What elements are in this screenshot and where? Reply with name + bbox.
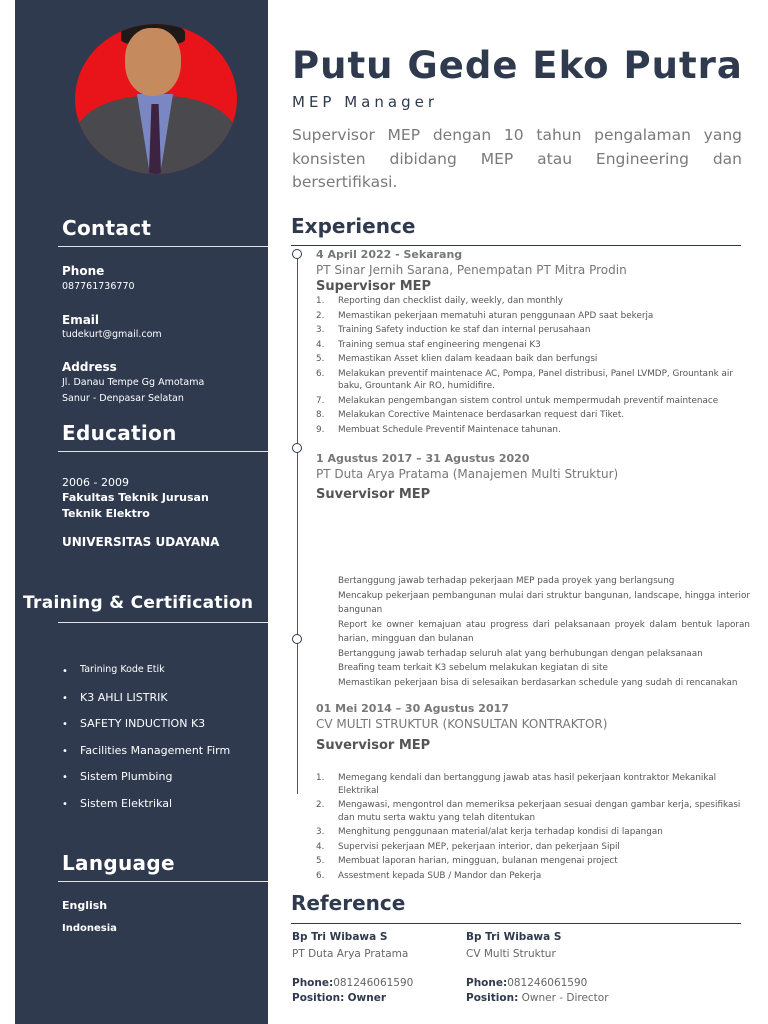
language-item: Indonesia [62,923,117,934]
job-date: 01 Mei 2014 – 30 Agustus 2017 [316,702,509,715]
job-company: PT Sinar Jernih Sarana, Penempatan PT Mitra Prodin [316,263,627,277]
reference-position: Position: Owner [292,992,387,1004]
address-label: Address [62,360,117,374]
job-task: Membuat laporan harian, mingguan, bulanan mengenai project [338,856,618,866]
job-task: Training semua staf engineering mengenai K3 [338,339,541,350]
training-item: • K3 AHLI LISTRIK [62,691,230,718]
reference-card [466,931,609,1004]
reference-name: Bp Tri Wibawa S [292,931,388,943]
training-heading: Training & Certification [23,593,254,613]
job-task: Memegang kendali dan bertanggung jawab atas hasil pekerjaan kontraktor Mekanikal Elektrikal [338,773,717,796]
timeline-dot [292,634,302,644]
training-item: • SAFETY INDUCTION K3 [62,717,230,744]
job-task: Mengawasi, mengontrol dan memeriksa pekerjaan sesuai dengan gambar kerja, spesifikasi dan mutu serta waktu yang telah ditentukan [338,800,741,823]
job-task: Breafing team terkait K3 sebelum melakukan kegiatan di site [338,663,608,673]
language-divider [58,881,268,882]
reference-company: CV Multi Struktur [466,948,556,960]
job-task-list [316,295,751,438]
education-years: 2006 - 2009 [62,476,129,489]
reference-position: Position: Owner - Director [466,992,609,1004]
job-task: Supervisi pekerjaan MEP, pekerjaan interior, dan pekerjaan Sipil [338,841,620,852]
education-heading: Education [62,421,177,445]
training-item: • Sistem Plumbing [62,770,230,797]
training-item: • Tarining Kode Etik [62,664,230,691]
training-divider [58,622,268,623]
reference-name: Bp Tri Wibawa S [466,931,562,943]
job-position: Supervisor MEP [316,279,432,294]
contact-heading: Contact [62,216,152,240]
education-university: UNIVERSITAS UDAYANA [62,535,220,549]
job-task: Reporting dan checklist daily, weekly, dan monthly [338,296,563,306]
job-date: 4 April 2022 - Sekarang [316,248,463,261]
experience-heading: Experience [291,214,416,238]
candidate-name: Putu Gede Eko Putra [292,44,743,87]
job-task: Report ke owner kemajuan atau progress dari pelaksanaan proyek dalam bentuk laporan harian, mingguan dan bulanan [338,619,750,644]
job-company: PT Duta Arya Pratama (Manajemen Multi Struktur) [316,467,619,481]
email-label: Email [62,313,100,327]
education-divider [58,451,268,452]
experience-divider [291,245,741,246]
reference-company: PT Duta Arya Pratama [292,948,409,960]
language-item: English [62,899,108,912]
job-date: 1 Agustus 2017 – 31 Agustus 2020 [316,452,530,465]
address-line-1: Jl. Danau Tempe Gg Amotama [62,377,205,388]
candidate-role: MEP Manager [292,93,438,111]
job-task: Training Safety induction ke staf dan internal perusahaan [338,325,591,335]
profile-photo [75,24,237,174]
job-task: Assestment kepada SUB / Mandor dan Pekerja [338,870,542,881]
job-task: Menghitung penggunaan material/alat kerja terhadap kondisi di lapangan [338,827,663,837]
phone-label: Phone [62,264,105,278]
job-task-list [316,772,751,884]
job-task-list [338,574,750,690]
job-company: CV MULTI STRUKTUR (KONSULTAN KONTRAKTOR) [316,717,608,731]
job-task: Melakukan pengembangan sistem control untuk mempermudah preventif maintenace [338,395,719,406]
job-position: Suvervisor MEP [316,738,431,753]
job-task: Memastikan pekerjaan bisa di selesaikan berdasarkan schedule yang sudah di rencanakan [338,677,738,688]
job-task: Bertanggung jawab terhadap seluruh alat yang berhubungan dengan pelaksanaan [338,648,703,659]
job-position: Suvervisor MEP [316,487,431,502]
job-task: Memastikan pekerjaan mematuhi aturan penggunaan APD saat bekerja [338,310,654,321]
reference-phone: Phone:081246061590 [292,977,414,989]
job-task: Melakukan preventif maintenace AC, Pompa, Panel distribusi, Panel LVMDP, Grountank air baku, Grountank Air RO, humidifire. [338,368,733,391]
reference-divider [291,923,741,924]
reference-phone: Phone:081246061590 [466,977,588,989]
phone-value: 087761736770 [62,281,135,292]
education-faculty: Fakultas Teknik Jurusan Teknik Elektro [62,491,209,520]
training-item: • Sistem Elektrikal [62,797,230,824]
job-task: Membuat Schedule Preventif Maintenace tahunan. [338,424,561,435]
timeline-dot [292,249,302,259]
email-value: tudekurt@gmail.com [62,329,162,340]
timeline-dot [292,443,302,453]
summary-text: Supervisor MEP dengan 10 tahun pengalaman yang konsisten dibidang MEP atau Engineering dan bersertifikasi. [292,126,742,191]
training-list [62,664,230,823]
reference-card [292,931,413,1004]
job-task: Melakukan Corective Maintenace berdasarkan request dari Tiket. [338,410,625,420]
job-task: Bertanggung jawab terhadap pekerjaan MEP pada proyek yang berlangsung [338,576,675,586]
contact-divider [58,246,268,247]
reference-heading: Reference [291,891,406,915]
training-item: • Facilities Management Firm [62,744,230,771]
language-heading: Language [62,851,175,875]
job-task: Memastikan Asset klien dalam keadaan baik dan berfungsi [338,354,598,364]
address-line-2: Sanur - Denpasar Selatan [62,393,184,404]
job-task: Mencakup pekerjaan pembangunan mulai dari struktur bangunan, landscape, hingga interior bangunan [338,590,750,615]
timeline-line [297,252,298,794]
